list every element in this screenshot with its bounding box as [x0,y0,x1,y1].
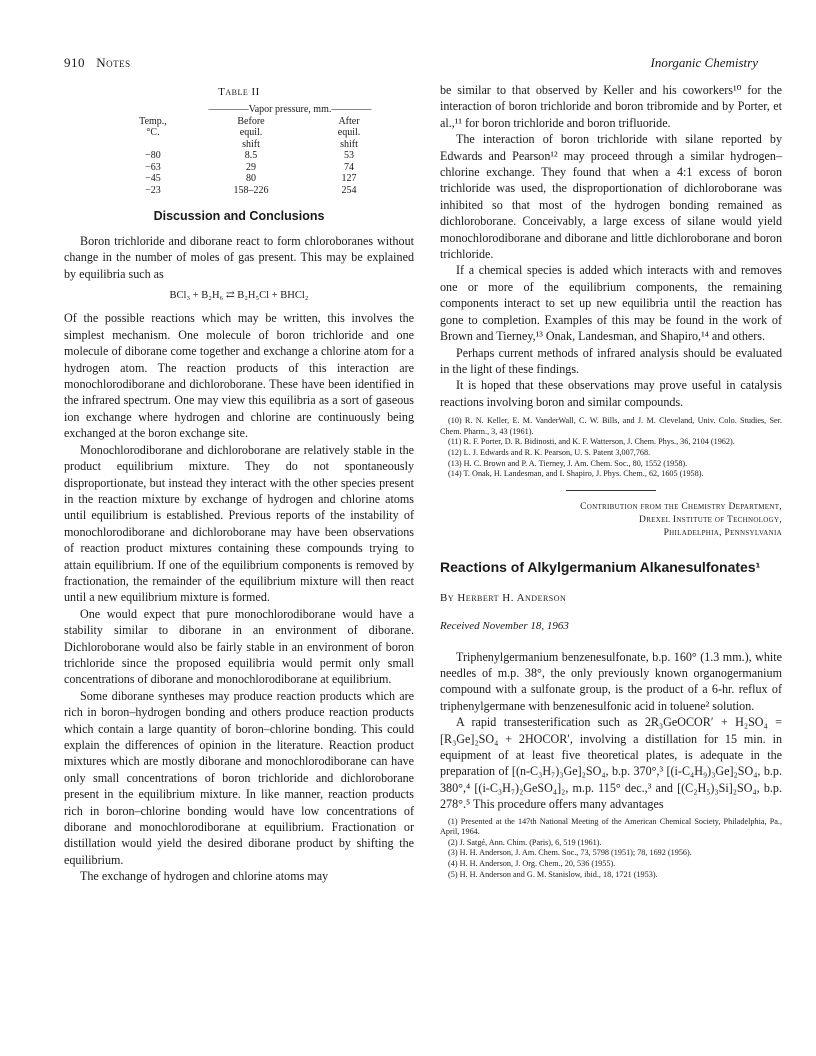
data-table [114,104,388,196]
page-number: 910 [64,55,85,70]
paragraph: The interaction of boron trichloride with silane reported by Edwards and Pearson¹² may proceed through a similar hydrogen–chlorine exchange. They found that when a 4:1 excess of boron trichloride was used, the disproportionation of dichloroborane was inhibited so that most of the hydrogen bonding remained as dichloroborane. Conceivably, a large excess of silane would yield monochlorodiborane and diborane and little dichloroborane and boron trichloride. [440,132,782,262]
table-col-header-after: After equil. shift [337,115,361,150]
table-col-header-temp [114,104,192,116]
received-date: Received November 18, 1963 [440,620,569,633]
paragraph: Perhaps current methods of infrared analysis should be evaluated in the light of these findings. [440,345,782,376]
table-span-header: ――――Vapor pressure, mm.―――― [208,104,372,116]
table-col-header-before: Before equil. shift [237,115,265,150]
paragraph: If a chemical species is added which interacts with and removes one or more of the equilibrium components, the remaining components interact to set up new equilibria until the reaction has gone to completion. Examples of this may be found in the work of Brown and Tierney,¹³ Onak, Landesman, and Shapiro,¹⁴ and others. [440,263,782,344]
right-column [440,82,782,880]
reference-item: (14) T. Onak, H. Landesman, and I. Shapiro, J. Phys. Chem., 62, 1605 (1958). [448,469,704,479]
paragraph: The exchange of hydrogen and chlorine atoms may [80,869,329,884]
article-title: Reactions of Alkylgermanium Alkanesulfonates¹ [440,558,761,575]
table-row: −63 29 74 [145,161,354,173]
table-title: Table II [218,86,260,98]
byline: By Herbert H. Anderson [440,591,567,604]
reference-item: (10) R. N. Keller, E. M. VanderWall, C. W. Bills, and J. M. Cleveland, Univ. Colo. Studies, Ser. Chem. Pharm., 3, 43 (1961). [440,416,782,436]
table-row: −45 80 127 [145,173,357,185]
references [440,416,782,480]
reference-item: (12) L. J. Edwards and R. K. Pearson, U. S. Patent 3,007,768. [448,447,651,457]
section-heading: Discussion and Conclusions [153,209,325,224]
paragraph: Of the possible reactions which may be written, this involves the simplest mechanism. One molecule of boron trichloride and one molecule of diborane come together and exchange a chlorine atom for a hydrogen atom. The reaction products of this interaction are monochlorodiborane and dichloroborane. These have been identified in the infrared spectrum. One may view this equilibria as a sort of gaseous ion exchange where hydrogen and chlorine are continuously being exchanged at the boron exchange site. [64,311,414,441]
section-label: Notes [96,55,131,70]
footnote-item: (2) J. Satgé, Ann. Chim. (Paris), 6, 519 (1961). [448,837,602,847]
reference-item: (13) H. C. Brown and P. A. Tierney, J. Am. Chem. Soc., 80, 1552 (1958). [448,458,688,468]
footnote-item: (1) Presented at the 147th National Meeting of the American Chemical Society, Philadelphia, Pa., April, 1964. [440,816,782,837]
equation: BCl₃ + B₂H₆ ⇄ B₂H₅Cl + BHCl₂ [169,290,309,302]
contribution-block: Contribution from the Chemistry Department, Drexel Institute of Technology, Philadelphia, Pennsylvania [580,501,782,538]
paragraph: A rapid transesterification such as 2R₃GeOCOR′ + H₂SO₄ = [R₃Ge]₂SO₄ + 2HOCOR′, involving a distillation for 15 min. in equipment of at least five theoretical plates, is adequate in the preparation of [(n-C₃H₇)₃Ge]₂SO₄, b.p. 370°,³ [(i-C₄H₉)₃Ge]₂SO₄, b.p. 380°,⁴ [(i-C₃H₇)₂GeSO₄]₂, m.p. 115° dec.,³ and [(C₂H₅)₃Si]₂SO₄, b.p. 278°.⁵ This procedure offers many advantages [440,715,782,812]
footnote-item: (3) H. H. Anderson, J. Am. Chem. Soc., 73, 5798 (1951); 78, 1692 (1956). [448,848,692,858]
footnote-item: (5) H. H. Anderson and G. M. Stanislow, ibid., 18, 1721 (1953). [448,869,658,879]
paragraph: It is hoped that these observations may prove useful in catalysis reactions involving boron and similar compounds. [440,378,782,409]
footnote-item: (4) H. H. Anderson, J. Org. Chem., 20, 536 (1955). [448,858,616,868]
paragraph: One would expect that pure monochlorodiborane would have a stability similar to diborane in an environment of diborane. Dichloroborane would also be fairly stable in an environment of boron trichloride since the proposed equilibria would permit only small concentrations of diborane and monochlorodiborane at equilibrium. [64,606,414,687]
divider [566,490,656,491]
paragraph: Monochlorodiborane and dichloroborane are relatively stable in the product equilibrium mixture. They do not spontaneously disproportionate, but instead they interact with the other species present in the reaction mixture by exchange of hydrogen and chlorine atoms until equilibrium is established. Previous reports of the instability of monochlorodiborane and dichloroborane may have been observations of reaction product mixtures containing these compounds trying to attain equilibrium. If one of the equilibrium components is removed by fractionation, the remainder of the equilibrium mixture will then react until a new equilibrium mixture is formed. [64,442,414,605]
paragraph: be similar to that observed by Keller and his coworkers¹⁰ for the interaction of boron trichloride and boron tribromide and by Porter, et al.,¹¹ for boron trichloride and boron trifluoride. [440,83,782,130]
table-row: −80 8.5 53 [145,150,354,162]
footnotes [440,817,782,881]
table-col-header-temp: Temp., °C. [139,115,167,139]
paragraph: Some diborane syntheses may produce reaction products which are rich in boron–hydrogen bonding and others produce reaction products which contain a large quantity of boron–chlorine bonding. This could explain the differences of opinion in the literature. Reaction product mixtures which are mostly diborane and monochlorodiborane can have only small concentrations of boron trichloride and dichloroborane present in the equilibrium mixture. In like manner, reaction products rich in boron–chlorine bonding would have low concentrations of diborane and monochlorodiborane at equilibrium. Fractionation or distillation would yield the desired diborane product by shifting the equilibrium. [64,688,414,867]
running-header-left [64,55,131,71]
table-row: −23 158–226 254 [145,184,357,196]
paragraph: Boron trichloride and diborane react to form chloroboranes without change in the number of moles of gas present. This may be explained by equilibria such as [64,233,414,281]
left-column [64,82,414,885]
reference-item: (11) R. F. Porter, D. R. Bidinosti, and K. F. Watterson, J. Chem. Phys., 36, 2104 (1962). [448,437,735,447]
paragraph: Triphenylgermanium benzenesulfonate, b.p. 160° (1.3 mm.), white needles of m.p. 38°, the only previously known organogermanium compound with a sulfonate group, is the product of a 6-hr. reflux of triphenylgermane with benzenesulfonic acid in toluene² solution. [440,649,782,713]
journal-name: Inorganic Chemistry [650,55,758,70]
